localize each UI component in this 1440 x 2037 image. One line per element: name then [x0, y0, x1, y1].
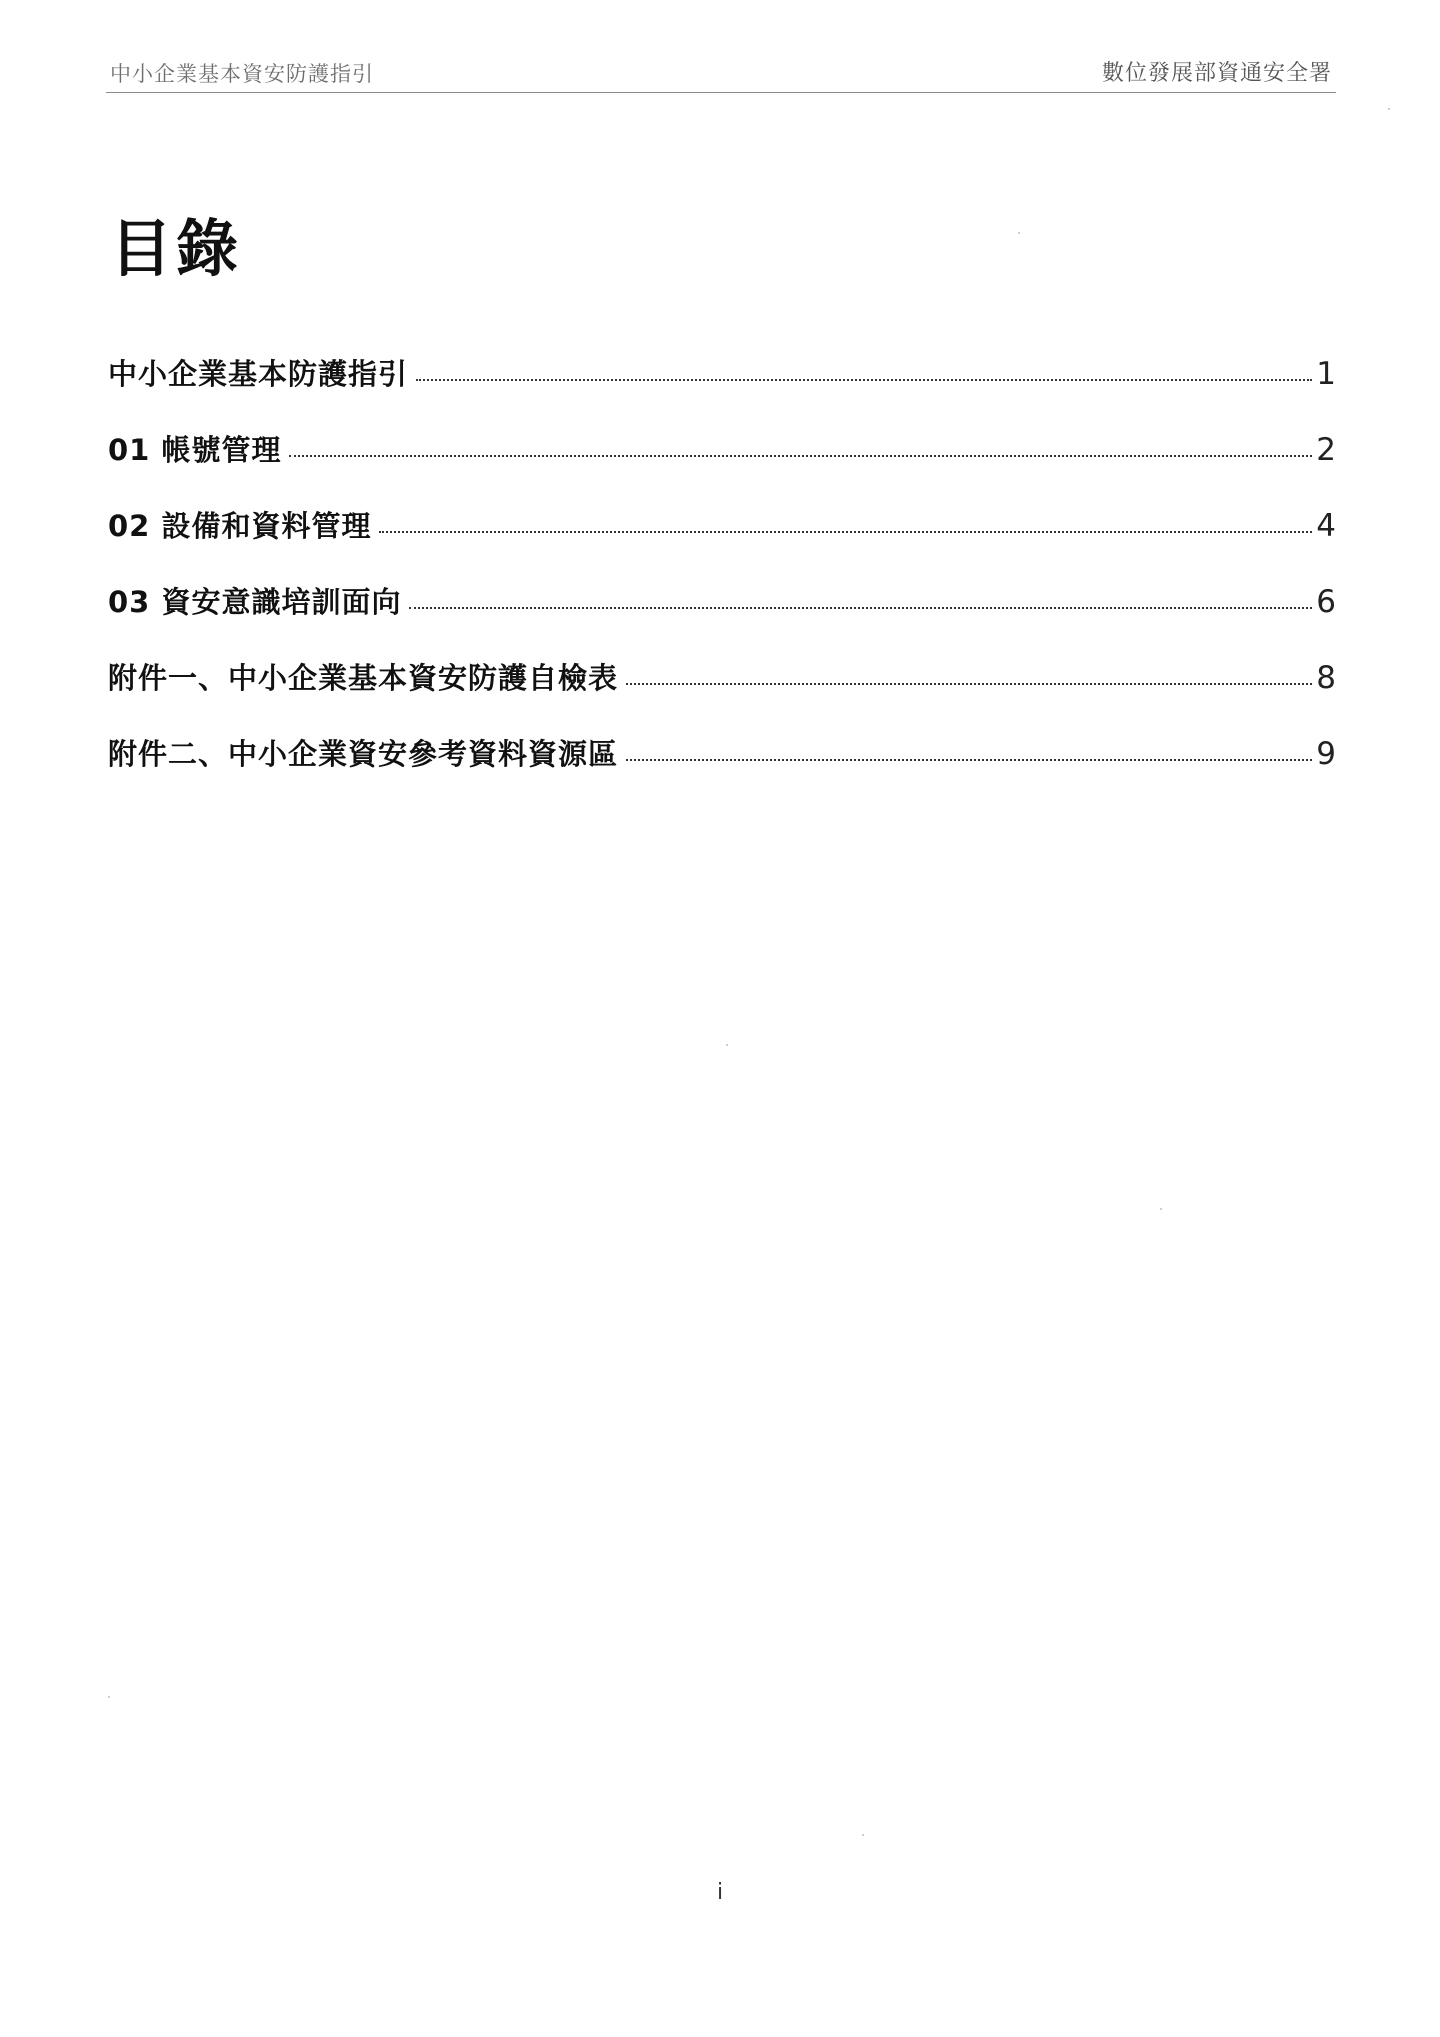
dot-leader — [626, 759, 1312, 761]
scan-speck — [1018, 232, 1020, 234]
scan-speck — [862, 1834, 864, 1836]
toc-entry-label: 02 設備和資料管理 — [108, 509, 372, 543]
toc-entry-label: 中小企業基本防護指引 — [108, 357, 409, 391]
header-organization: 數位發展部資通安全署 — [1101, 61, 1332, 86]
scan-speck — [726, 1044, 728, 1046]
toc-entry-page: 1 — [1316, 356, 1336, 392]
scan-speck — [1160, 1208, 1162, 1210]
dot-leader — [289, 455, 1312, 457]
table-of-contents — [108, 352, 1336, 808]
toc-entry[interactable] — [108, 656, 1336, 732]
toc-entry[interactable] — [108, 732, 1336, 808]
toc-entry[interactable] — [108, 352, 1336, 428]
toc-entry-label: 03 資安意識培訓面向 — [108, 585, 402, 619]
toc-entry-page: 6 — [1316, 584, 1336, 620]
page-number: i — [716, 1880, 724, 1905]
toc-entry-page: 4 — [1316, 508, 1336, 544]
toc-entry[interactable] — [108, 504, 1336, 580]
scan-speck — [108, 1696, 110, 1698]
header-document-title: 中小企業基本資安防護指引 — [110, 62, 374, 86]
toc-entry-page: 2 — [1316, 432, 1336, 468]
dot-leader — [416, 379, 1312, 381]
toc-entry[interactable] — [108, 428, 1336, 504]
dot-leader — [379, 531, 1312, 533]
dot-leader — [626, 683, 1312, 685]
toc-entry-page: 9 — [1316, 736, 1336, 772]
toc-title: 目錄 — [110, 212, 243, 285]
toc-entry-page: 8 — [1316, 660, 1336, 696]
toc-entry-label: 附件一、中小企業基本資安防護自檢表 — [108, 661, 619, 695]
toc-entry-label: 附件二、中小企業資安參考資料資源區 — [108, 737, 619, 771]
page-header — [106, 52, 1336, 93]
dot-leader — [409, 607, 1312, 609]
toc-entry[interactable] — [108, 580, 1336, 656]
scan-speck — [1388, 108, 1390, 110]
toc-entry-label: 01 帳號管理 — [108, 433, 282, 467]
